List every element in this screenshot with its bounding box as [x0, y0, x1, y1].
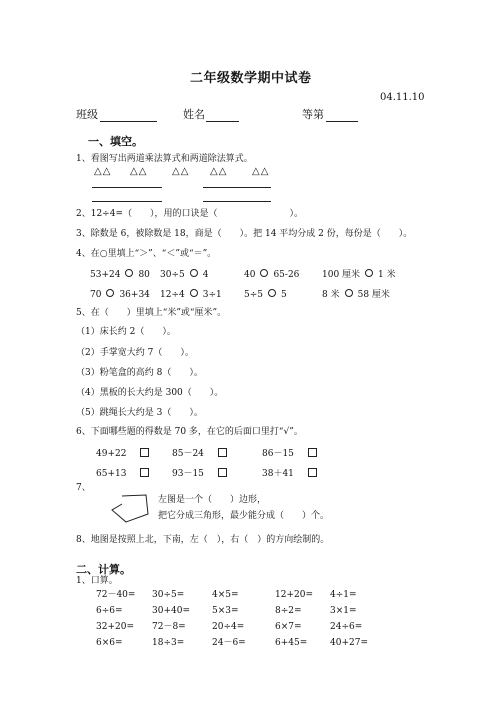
question-1: 1、看图写出两道乘法算式和两道除法算式。 — [76, 154, 253, 164]
calc-problem: 72－40= — [96, 590, 136, 600]
question-8: 8、地图是按照上北，下南，左（ ），右（ ）的方向绘制的。 — [76, 535, 330, 545]
calc-problem: 6+45= — [275, 638, 308, 648]
pentagon-figure — [108, 492, 154, 526]
exam-date: 04.11.10 — [380, 92, 425, 103]
compare-right: 36+34 — [119, 290, 150, 300]
compare-right: 3÷1 — [202, 290, 222, 300]
question-7-number: 7、 — [76, 483, 91, 493]
compare-item — [322, 269, 396, 281]
compare-item — [244, 269, 299, 281]
compare-circle[interactable] — [260, 269, 268, 277]
compare-item — [322, 289, 390, 301]
q5-item: （4）黑板的长大约是 300（ ）。 — [76, 388, 224, 398]
q6-item — [262, 448, 317, 460]
compare-item — [160, 289, 222, 301]
compare-circle[interactable] — [190, 289, 198, 297]
calc-problem: 3×1= — [330, 606, 357, 616]
section2-heading: 二、计算。 — [76, 563, 131, 576]
exam-title: 二年级数学期中试卷 — [190, 71, 312, 86]
calc-problem: 6÷6= — [96, 606, 123, 616]
compare-right: 5 — [281, 290, 287, 300]
compare-right: 1 米 — [378, 270, 396, 280]
calc-problem: 4×5= — [212, 590, 239, 600]
calc-problem: 5×3= — [212, 606, 239, 616]
calc-problem: 32+20= — [96, 622, 134, 632]
q5-item: （1）床长约 2（ ）。 — [76, 327, 176, 337]
compare-left: 5÷5 — [244, 290, 263, 300]
compare-circle[interactable] — [125, 269, 133, 277]
answer-line-div-1[interactable] — [203, 187, 271, 188]
calc-problem: 30÷5= — [152, 590, 185, 600]
compare-circle[interactable] — [365, 269, 373, 277]
triangle-group-1: △△ — [94, 166, 112, 177]
calc-problem: 24÷6= — [330, 622, 363, 632]
compare-left: 53+24 — [90, 270, 121, 280]
section1-heading: 一、填空。 — [88, 135, 143, 148]
calc-problem: 40+27= — [330, 638, 368, 648]
calc-problem: 72－8= — [152, 622, 186, 632]
q6-expression: 85－24 — [172, 449, 204, 459]
check-box[interactable] — [218, 468, 227, 477]
calc-problem: 12+20= — [275, 590, 313, 600]
class-blank[interactable] — [100, 121, 157, 122]
check-box[interactable] — [140, 468, 149, 477]
class-label: 班级 — [76, 108, 98, 121]
q6-expression: 65+13 — [96, 469, 127, 479]
triangle-group-4: △△ — [210, 166, 228, 177]
compare-right: 65-26 — [273, 270, 300, 280]
calc-problem: 4÷1= — [330, 590, 357, 600]
q6-expression: 49+22 — [96, 449, 127, 459]
compare-item — [160, 269, 208, 281]
q6-item — [96, 468, 149, 480]
check-box[interactable] — [218, 448, 227, 457]
answer-line-mult-2[interactable] — [92, 201, 162, 202]
answer-line-div-2[interactable] — [203, 201, 271, 202]
check-box[interactable] — [140, 448, 149, 457]
compare-item — [244, 289, 287, 301]
q5-item: （5）跳绳长大约是 3（ ）。 — [76, 408, 203, 418]
calc-problem: 24－6= — [212, 638, 246, 648]
q6-expression: 38＋41 — [262, 469, 294, 479]
compare-right: 80 — [138, 270, 150, 280]
q5-item: （2）手掌宽大约 7（ ）。 — [76, 348, 194, 358]
compare-left: 100 厘米 — [322, 270, 361, 280]
compare-left: 40 — [244, 270, 256, 280]
q6-item — [172, 448, 227, 460]
rank-blank[interactable] — [326, 121, 358, 122]
compare-left: 8 米 — [322, 290, 340, 300]
rank-label: 等第 — [302, 108, 324, 121]
compare-left: 12÷4 — [160, 290, 185, 300]
calc-problem: 6×7= — [275, 622, 302, 632]
compare-item — [90, 269, 150, 281]
compare-right: 4 — [202, 270, 209, 280]
check-box[interactable] — [308, 468, 317, 477]
calc-problem: 8÷2= — [275, 606, 302, 616]
answer-line-mult-1[interactable] — [92, 187, 162, 188]
triangle-group-2: △△ — [130, 166, 148, 177]
calc-problem: 30+40= — [152, 606, 190, 616]
oral-calc-heading: 1、口算。 — [76, 576, 118, 586]
question-7-line2: 把它分成三角形，最少能分成（ ）个。 — [158, 511, 330, 521]
q6-expression: 93－15 — [172, 469, 204, 479]
triangle-group-5: △△ — [252, 166, 270, 177]
q6-item — [262, 468, 317, 480]
compare-circle[interactable] — [106, 289, 114, 297]
question-5: 5、在（ ）里填上“米”或“厘米”。 — [76, 308, 227, 318]
question-7-line1: 左图是一个（ ）边形， — [158, 495, 267, 505]
q5-item: （3）粉笔盒的高约 8（ ）。 — [76, 368, 203, 378]
calc-problem: 20÷4= — [212, 622, 245, 632]
calc-problem: 6×6= — [96, 638, 123, 648]
compare-right: 58 厘米 — [357, 290, 390, 300]
compare-item — [90, 289, 150, 301]
q6-expression: 86－15 — [262, 449, 294, 459]
compare-left: 70 — [90, 290, 102, 300]
check-box[interactable] — [308, 448, 317, 457]
compare-circle[interactable] — [190, 269, 198, 277]
name-label: 姓名 — [183, 108, 205, 121]
q6-item — [172, 468, 227, 480]
question-3: 3、除数是 6，被除数是 18，商是（ ）。把 14 平均分成 2 份，每份是（ ）。 — [76, 229, 413, 239]
question-2: 2、12÷4=（ ），用的口诀是（ ）。 — [76, 209, 303, 219]
question-4: 4、在○里填上“＞”、“＜”或“＝”。 — [76, 249, 217, 259]
compare-left: 30÷5 — [160, 270, 185, 280]
compare-circle[interactable] — [268, 289, 276, 297]
name-blank[interactable] — [206, 121, 239, 122]
calc-problem: 18÷3= — [152, 638, 185, 648]
compare-circle[interactable] — [345, 289, 353, 297]
triangle-group-3: △△ — [172, 166, 190, 177]
q6-item — [96, 448, 149, 460]
question-6: 6、下面哪些题的得数是 70 多，在它的后面口里打“√”。 — [76, 427, 303, 437]
